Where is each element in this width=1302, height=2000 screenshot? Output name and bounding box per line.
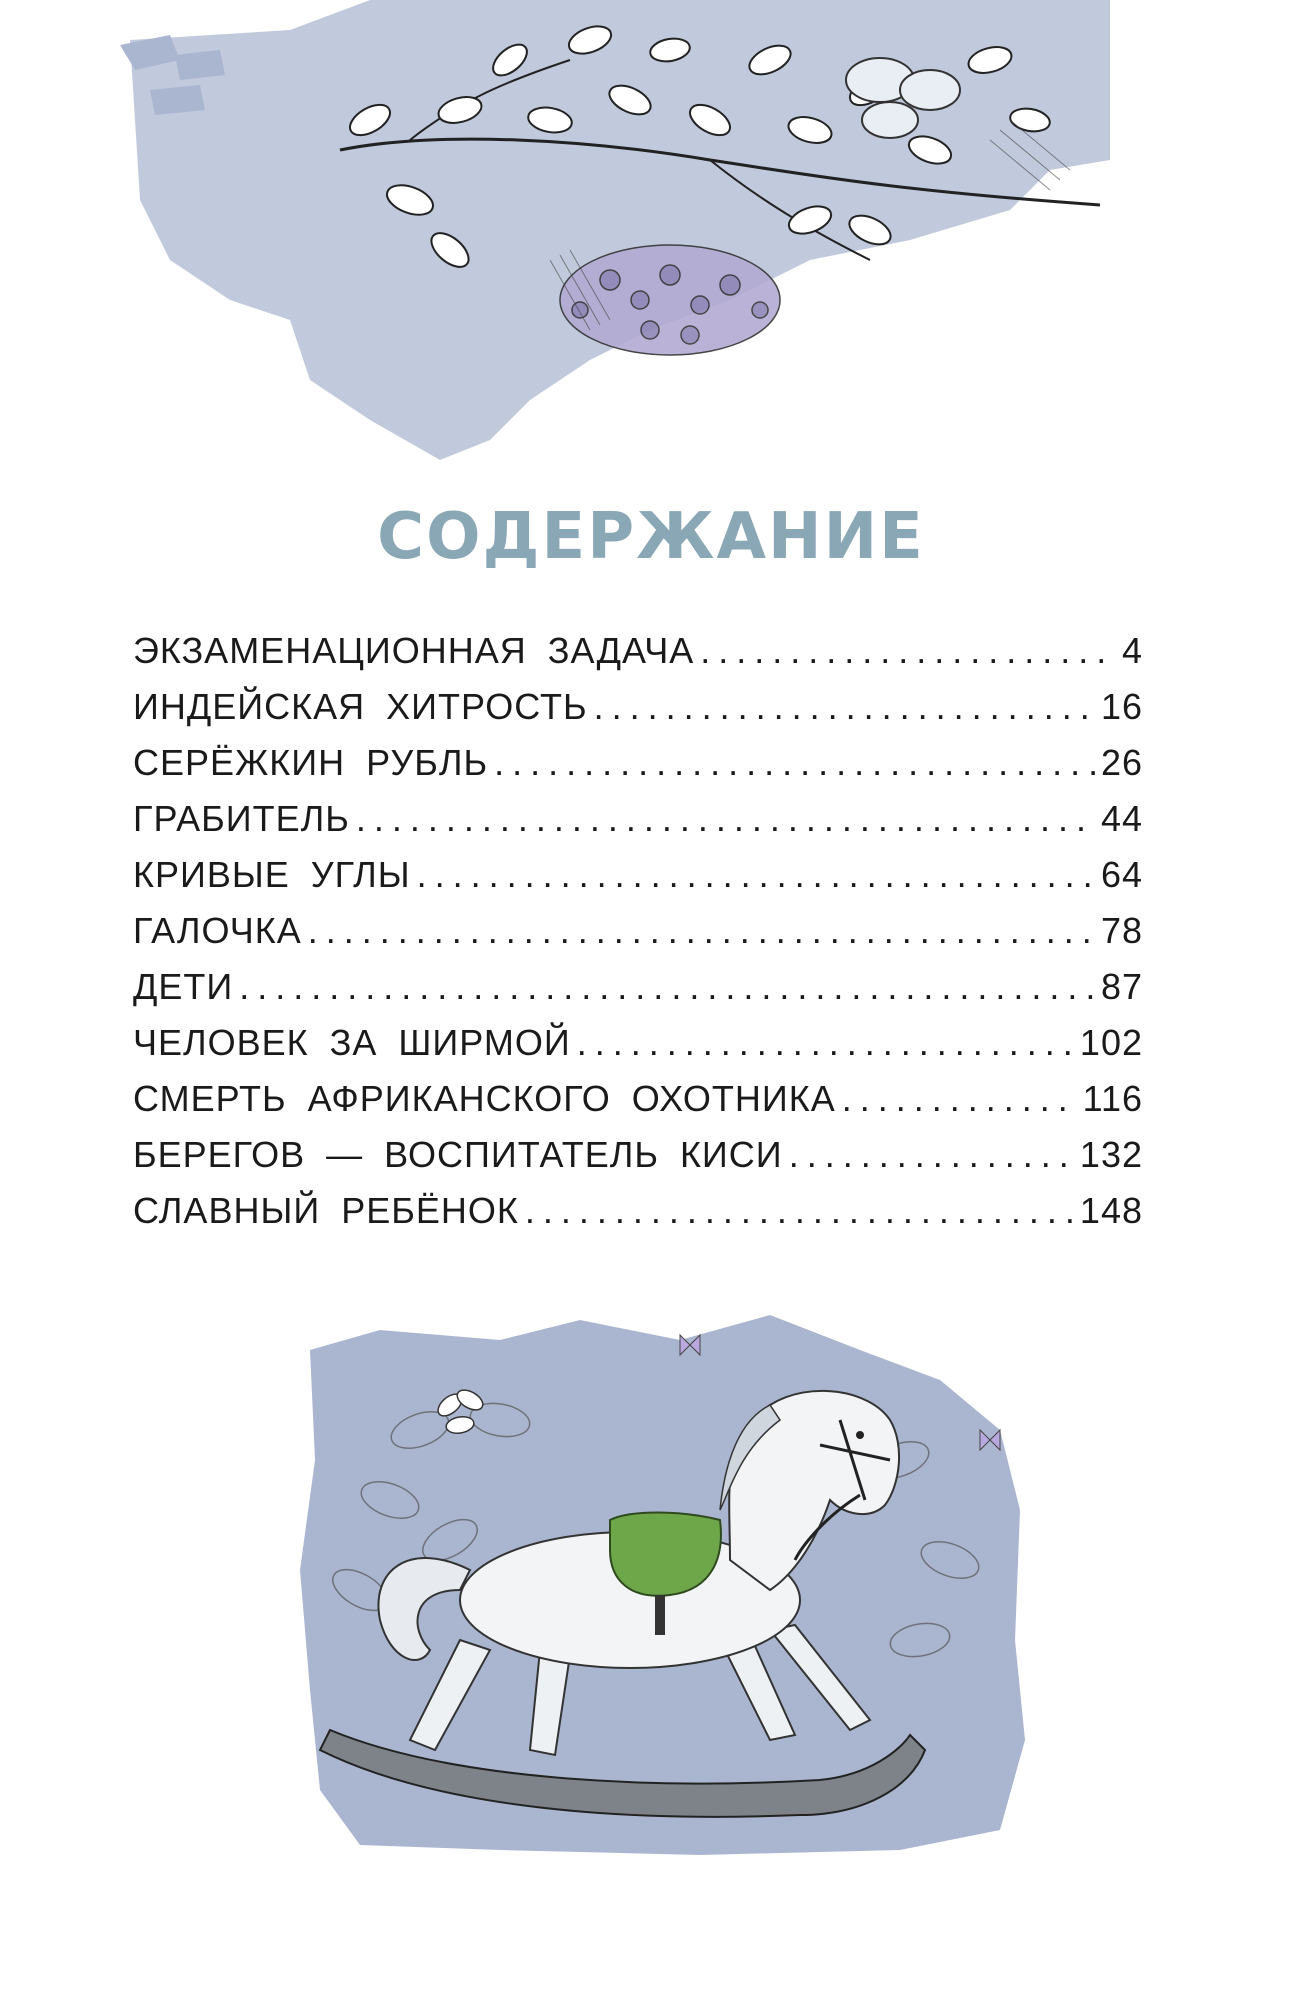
toc-row[interactable] [133, 686, 1143, 742]
contents-heading: СОДЕРЖАНИЕ [377, 500, 925, 574]
toc-leader-dots [594, 686, 1095, 728]
toc-row[interactable] [133, 1078, 1143, 1134]
toc-page-number: 116 [1082, 1078, 1143, 1119]
toc-leader-dots [789, 1134, 1074, 1176]
horse-eye [856, 1431, 864, 1439]
toc-title: ГАЛОЧКА [133, 910, 302, 951]
toc-row[interactable] [133, 1190, 1143, 1246]
toc-leader-dots [842, 1078, 1077, 1120]
toc-row[interactable] [133, 798, 1143, 854]
toc-row[interactable] [133, 854, 1143, 910]
toc-title: КРИВЫЕ УГЛЫ [133, 854, 411, 895]
toc-leader-dots [525, 1190, 1074, 1232]
toc-leader-dots [417, 854, 1095, 896]
toc-row[interactable] [133, 910, 1143, 966]
blue-wash [130, 0, 1110, 460]
toc-page-number: 78 [1100, 910, 1143, 951]
table-of-contents [133, 630, 1143, 1246]
toc-title: ДЕТИ [133, 966, 234, 1007]
lilac-cluster [560, 245, 780, 355]
toc-page-number: 148 [1079, 1190, 1143, 1231]
toc-row[interactable] [133, 1022, 1143, 1078]
toc-page-number: 87 [1100, 966, 1143, 1007]
toc-row[interactable] [133, 1134, 1143, 1190]
toc-title: ИНДЕЙСКАЯ ХИТРОСТЬ [133, 686, 588, 727]
toc-leader-dots [356, 798, 1095, 840]
toc-title: БЕРЕГОВ — ВОСПИТАТЕЛЬ КИСИ [133, 1134, 783, 1175]
toc-title: СМЕРТЬ АФРИКАНСКОГО ОХОТНИКА [133, 1078, 836, 1119]
toc-page-number: 16 [1100, 686, 1143, 727]
toc-leader-dots [700, 630, 1116, 672]
toc-title: СЕРЁЖКИН РУБЛЬ [133, 742, 489, 783]
toc-leader-dots [239, 966, 1095, 1008]
toc-leader-dots [308, 910, 1095, 952]
toc-page-number: 44 [1100, 798, 1143, 839]
toc-page-number: 64 [1100, 854, 1143, 895]
stirrup [655, 1595, 665, 1635]
toc-row[interactable] [133, 630, 1143, 686]
toc-page-number: 26 [1100, 742, 1143, 783]
lilac-branch-illustration [110, 0, 1110, 470]
toc-row[interactable] [133, 742, 1143, 798]
toc-title: СЛАВНЫЙ РЕБЁНОК [133, 1190, 519, 1231]
toc-page-number: 4 [1121, 630, 1143, 671]
toc-row[interactable] [133, 966, 1143, 1022]
toc-page-number: 132 [1079, 1134, 1143, 1175]
toc-title: ЭКЗАМЕНАЦИОННАЯ ЗАДАЧА [133, 630, 695, 671]
toc-leader-dots [577, 1022, 1074, 1064]
rocking-horse-illustration [300, 1310, 1030, 1890]
toc-title: ЧЕЛОВЕК ЗА ШИРМОЙ [133, 1022, 571, 1063]
toc-page-number: 102 [1079, 1022, 1143, 1063]
toc-leader-dots [494, 742, 1095, 784]
toc-title: ГРАБИТЕЛЬ [133, 798, 350, 839]
